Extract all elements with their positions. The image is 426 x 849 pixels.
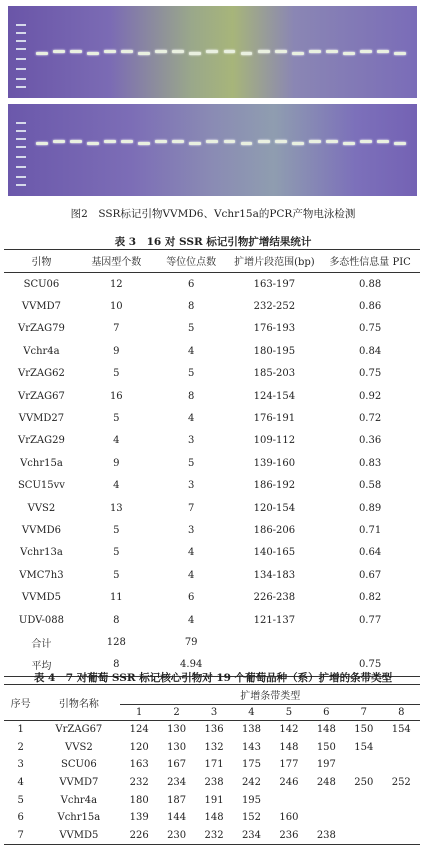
table4-cell-band [383, 739, 420, 757]
table4-cell-band: 236 [279, 829, 299, 841]
table4-band-number: 5 [270, 705, 307, 721]
table4-cell-band: 120 [129, 741, 149, 753]
table3-cell: VrZAG79 [17, 323, 65, 335]
table4-cell-no: 1 [17, 724, 24, 736]
gel-band [275, 50, 287, 53]
table4-cell-band: 130 [167, 741, 187, 753]
gel-band [189, 52, 201, 55]
table3-cell: 3 [188, 524, 195, 536]
table3-cell: Vchr15a [20, 457, 63, 469]
table3-cell: 0.71 [358, 524, 382, 536]
table4-cell-band: 136 [204, 724, 224, 736]
table4-header-row-1 [4, 685, 420, 705]
table3-cell: UDV-088 [18, 614, 64, 626]
table3-cell: 9 [113, 345, 120, 357]
table3-cell [229, 631, 321, 653]
gel-band [241, 142, 253, 145]
table4-cell-band: 142 [279, 724, 299, 736]
figure-caption: 图2 SSR标记引物VVMD6、Vchr15a的PCR产物电泳检测 [70, 208, 356, 220]
gel-ladder-band [16, 166, 26, 168]
table4-cell-no: 2 [17, 741, 24, 753]
table3-row [4, 586, 420, 608]
table3-cell: 8 [188, 390, 195, 402]
table4-cell-band [270, 791, 307, 809]
table3-cell: 16 [109, 390, 123, 402]
table3-cell: 3 [188, 480, 195, 492]
table3-cell: Vchr13a [20, 547, 63, 559]
table3-cell: VVMD7 [21, 301, 61, 313]
gel-band [224, 140, 236, 143]
gel-band [258, 50, 270, 53]
table3-cell: 79 [184, 636, 198, 648]
table3-row [4, 497, 420, 519]
table3-cell: 合计 [31, 638, 52, 650]
table3-cell: 3 [188, 435, 195, 447]
table4-row [4, 774, 420, 792]
table3-cell: 186-192 [253, 480, 296, 492]
gel-band [326, 50, 338, 53]
table3-cell: VVMD27 [18, 413, 65, 425]
table3-row [4, 430, 420, 452]
gel-band [360, 140, 372, 143]
gel-ladder-band [16, 138, 26, 140]
table3-cell: 176-193 [253, 323, 296, 335]
gel-ladder-band [16, 32, 26, 34]
table3-cell: 13 [109, 502, 123, 514]
table4-cell-band: 152 [241, 812, 262, 824]
table4-cell-band: 144 [167, 812, 187, 824]
table4-cell-band: 191 [204, 794, 224, 806]
table3-cell: 平均 [31, 661, 52, 673]
table3-cell: 6 [188, 278, 195, 290]
gel-band [70, 50, 82, 53]
gel-image-top [8, 6, 417, 98]
table3-cell: 7 [188, 502, 195, 514]
table4-cell-band: 163 [129, 759, 149, 771]
table4-cell-name: VVS2 [65, 741, 93, 753]
table3-cell: 186-206 [253, 524, 296, 536]
gel-band [394, 142, 406, 145]
table3-row [4, 363, 420, 385]
table3-cell: 4 [113, 480, 120, 492]
table4-cell-band: 234 [167, 777, 187, 789]
table4-cell-band: 150 [316, 741, 336, 753]
gel-ladder-band [16, 68, 26, 70]
table3-cell: 0.75 [358, 368, 382, 380]
table3-cell: VrZAG62 [17, 368, 65, 380]
gel-band [87, 52, 99, 55]
gel-ladder-band [16, 24, 26, 26]
gel-band [53, 50, 65, 53]
table4-cell-band: 130 [167, 724, 187, 736]
table4-row [4, 827, 420, 845]
gel-band [206, 140, 218, 143]
table4-cell-band: 154 [391, 724, 411, 736]
gel-band [343, 52, 355, 55]
table3-cell: 0.75 [358, 659, 382, 671]
table4-cell-band: 238 [316, 829, 336, 841]
table3-cell: VMC7h3 [19, 569, 64, 581]
table3-row [4, 475, 420, 497]
table4-cell-band: 234 [241, 829, 262, 841]
table3-cell: 5 [113, 547, 120, 559]
table4-cell-band [345, 756, 382, 774]
table3-cell: 12 [109, 278, 123, 290]
table4-cell-name: Vchr4a [60, 794, 98, 806]
table4-cell-band [345, 791, 382, 809]
table3-cell: 120-154 [253, 502, 296, 514]
gel-band [155, 140, 167, 143]
gel-band [360, 50, 372, 53]
gel-band [172, 50, 184, 53]
table3-cell: VVS2 [27, 502, 56, 514]
gel-ladder-band [16, 48, 26, 50]
table4-cell-band: 132 [204, 741, 224, 753]
table4-cell-band [345, 809, 382, 827]
table3-cell: 163-197 [253, 278, 296, 290]
table3-cell: 0.77 [358, 614, 382, 626]
table3-cell: 0.75 [358, 323, 382, 335]
gel-band [36, 52, 48, 55]
gel-band [275, 140, 287, 143]
table3-cell: 5 [113, 413, 120, 425]
table4-cell-band: 148 [204, 812, 224, 824]
table4-cell-band: 246 [279, 777, 299, 789]
table3-cell: 185-203 [253, 368, 296, 380]
table3-cell: 0.92 [358, 390, 382, 402]
table3-cell: VrZAG29 [17, 435, 65, 447]
table4-header-no: 序号 [4, 685, 37, 721]
table4-cell-band: 150 [354, 724, 374, 736]
gel-ladder-band [16, 176, 26, 178]
table4-cell-band: 232 [129, 777, 149, 789]
table3-caption: 表 3 16 对 SSR 标记引物扩增结果统计 [114, 236, 312, 248]
gel-band [326, 140, 338, 143]
gel-band [394, 52, 406, 55]
table3-cell: 176-191 [253, 413, 296, 425]
gel-ladder-band [16, 86, 26, 88]
gel-band [343, 142, 355, 145]
table3-cell: 0.86 [358, 301, 382, 313]
table3-row [4, 295, 420, 317]
gel-band [309, 50, 321, 53]
table4-cell-name: Vchr15a [57, 812, 101, 824]
table3-cell: 11 [109, 592, 123, 604]
table3-cell: 139-160 [253, 457, 296, 469]
table4-cell-band: 238 [204, 777, 224, 789]
gel-band [292, 52, 304, 55]
gel-band [53, 140, 65, 143]
table4-cell-band [308, 791, 345, 809]
gel-band [309, 140, 321, 143]
table3-cell: 4 [188, 569, 195, 581]
table4-cell-band [308, 809, 345, 827]
table3-cell [320, 631, 420, 653]
table3-cell: 5 [188, 323, 195, 335]
table3-cell: 4 [113, 435, 120, 447]
table3-row [4, 340, 420, 362]
gel-ladder-band [16, 184, 26, 186]
table3-row [4, 385, 420, 407]
table4-cell-band: 167 [167, 759, 187, 771]
table4-cell-no: 4 [17, 777, 24, 789]
table3-cell: 5 [113, 524, 120, 536]
gel-band [155, 50, 167, 53]
table3-cell: 8 [188, 301, 195, 313]
table3-row [4, 519, 420, 541]
table4-band-number: 6 [308, 705, 345, 721]
table4-caption: 表 4 7 对葡萄 SSR 标记核心引物对 19 个葡萄品种（系）扩增的条带类型 [33, 672, 393, 684]
gel-band [377, 50, 389, 53]
table3-cell: 140-165 [253, 547, 296, 559]
table4-cell-band [383, 756, 420, 774]
table4-band-number: 4 [233, 705, 270, 721]
gel-band [258, 140, 270, 143]
table4-cell-name: SCU06 [61, 759, 97, 771]
table3-cell: 7 [113, 323, 120, 335]
table4-band-number: 8 [383, 705, 420, 721]
table4-cell-no: 3 [17, 759, 24, 771]
gel-ladder-band [16, 78, 26, 80]
gel-band [224, 50, 236, 53]
table4-cell-band: 197 [316, 759, 336, 771]
table3-row [4, 564, 420, 586]
table4-cell-band: 138 [241, 724, 262, 736]
table3-row [4, 631, 420, 653]
table3-header-primer: 引物 [4, 250, 79, 273]
table4-band-number: 7 [345, 705, 382, 721]
gel-band [189, 142, 201, 145]
table3-cell: SCU15vv [17, 480, 65, 492]
table3-cell: 5 [113, 569, 120, 581]
table4-cell-name: VrZAG67 [55, 724, 103, 736]
table4-cell-band [345, 827, 382, 845]
table3-cell: 0.89 [358, 502, 382, 514]
table4-cell-no: 5 [17, 794, 24, 806]
table3-header-pic: 多态性信息量 PIC [320, 250, 420, 273]
table3-cell: 4 [188, 547, 195, 559]
table3-row [4, 407, 420, 429]
table3-row [4, 452, 420, 474]
gel-band [104, 50, 116, 53]
table3-cell: 0.36 [358, 435, 382, 447]
table4-cell-band: 252 [391, 777, 411, 789]
table3-cell: 10 [109, 301, 123, 313]
table4-cell-band: 139 [129, 812, 149, 824]
table4-cell-band: 248 [316, 777, 336, 789]
table3-cell: 4 [188, 345, 195, 357]
table3-cell: 121-137 [253, 614, 296, 626]
table3-row [4, 609, 420, 631]
table3-header-genotypes: 基因型个数 [79, 250, 154, 273]
table3-cell: VVMD5 [21, 592, 61, 604]
table3-cell: 4 [188, 413, 195, 425]
table4 [4, 684, 420, 845]
table4-cell-band: 195 [241, 794, 262, 806]
table4-cell-band: 232 [204, 829, 224, 841]
table4-cell-band: 177 [279, 759, 299, 771]
table4-row [4, 739, 420, 757]
table3-cell: 4.94 [180, 659, 203, 671]
table4-cell-band [383, 827, 420, 845]
table3-cell: 8 [113, 659, 120, 671]
table4-header-group: 扩增条带类型 [120, 685, 420, 705]
table3-cell: 4 [188, 614, 195, 626]
table3-cell: 6 [188, 592, 195, 604]
table4-cell-band: 242 [241, 777, 262, 789]
gel-ladder-band [16, 156, 26, 158]
table3-header-alleles: 等位位点数 [154, 250, 229, 273]
gel-ladder-band [16, 122, 26, 124]
table3-cell: 0.64 [358, 547, 382, 559]
table4-band-number: 1 [120, 705, 157, 721]
table3-cell: 0.82 [358, 592, 382, 604]
table4-cell-band: 148 [279, 741, 299, 753]
table4-cell-band: 180 [129, 794, 149, 806]
table4-cell-no: 7 [17, 829, 24, 841]
table4-band-number: 2 [158, 705, 195, 721]
table4-cell-band: 154 [354, 741, 374, 753]
gel-band [241, 52, 253, 55]
table3-header-row [4, 250, 420, 273]
table3-header-range: 扩增片段范围(bp) [229, 250, 321, 273]
gel-ladder-band [16, 130, 26, 132]
table4-cell-band: 160 [279, 812, 299, 824]
table4-cell-band: 143 [241, 741, 262, 753]
gel-image-bottom [8, 104, 417, 196]
table4-row [4, 809, 420, 827]
table3-cell: 0.67 [358, 569, 382, 581]
table3-cell: VVMD6 [21, 524, 61, 536]
table3-cell: 0.84 [358, 345, 382, 357]
table4-row [4, 721, 420, 739]
table4-cell-band: 148 [316, 724, 336, 736]
table4-cell-band: 124 [129, 724, 149, 736]
gel-ladder-band [16, 146, 26, 148]
table3-cell: VrZAG67 [17, 390, 65, 402]
table3-cell: 5 [188, 457, 195, 469]
gel-band [172, 140, 184, 143]
table3-row [4, 273, 420, 296]
table4-cell-name: VVMD5 [59, 829, 99, 841]
table3-row [4, 542, 420, 564]
table3-cell: 128 [106, 636, 126, 648]
table3-cell: 9 [113, 457, 120, 469]
table4-cell-band [383, 791, 420, 809]
table3-cell: 0.72 [358, 413, 382, 425]
table3-cell: 134-183 [253, 569, 296, 581]
table3-cell: 5 [113, 368, 120, 380]
table4-band-number: 3 [195, 705, 232, 721]
gel-band [138, 142, 150, 145]
gel-band [70, 140, 82, 143]
table3-cell: 8 [113, 614, 120, 626]
table4-cell-band: 175 [241, 759, 262, 771]
table4-cell-name: VVMD7 [59, 777, 99, 789]
gel-band [87, 142, 99, 145]
gel-band [292, 142, 304, 145]
table3-cell: SCU06 [23, 278, 60, 290]
table3-cell: 124-154 [253, 390, 296, 402]
table3-row [4, 318, 420, 340]
table3-cell: Vchr4a [23, 345, 60, 357]
gel-band [36, 142, 48, 145]
table3-cell: 232-252 [253, 301, 296, 313]
gel-ladder-band [16, 40, 26, 42]
gel-ladder-band [16, 58, 26, 60]
gel-band [121, 140, 133, 143]
table3-cell: 5 [188, 368, 195, 380]
table3-cell: 0.88 [358, 278, 382, 290]
table4-cell-no: 6 [17, 812, 24, 824]
table4-cell-band [383, 809, 420, 827]
table3-cell: 226-238 [253, 592, 296, 604]
table3-cell: 0.83 [358, 457, 382, 469]
table4-cell-band: 187 [167, 794, 187, 806]
table4-cell-band: 250 [354, 777, 374, 789]
gel-band [104, 140, 116, 143]
table3 [4, 249, 420, 677]
gel-band [121, 50, 133, 53]
table4-row [4, 756, 420, 774]
table4-header-name: 引物名称 [37, 685, 120, 721]
table4-row [4, 791, 420, 809]
table4-cell-band: 226 [129, 829, 149, 841]
table3-cell: 0.58 [358, 480, 382, 492]
gel-band [206, 50, 218, 53]
table3-cell: 109-112 [253, 435, 296, 447]
table4-cell-band: 171 [204, 759, 224, 771]
table4-cell-band: 230 [167, 829, 187, 841]
table3-cell: 180-195 [253, 345, 296, 357]
gel-band [377, 140, 389, 143]
gel-band [138, 52, 150, 55]
